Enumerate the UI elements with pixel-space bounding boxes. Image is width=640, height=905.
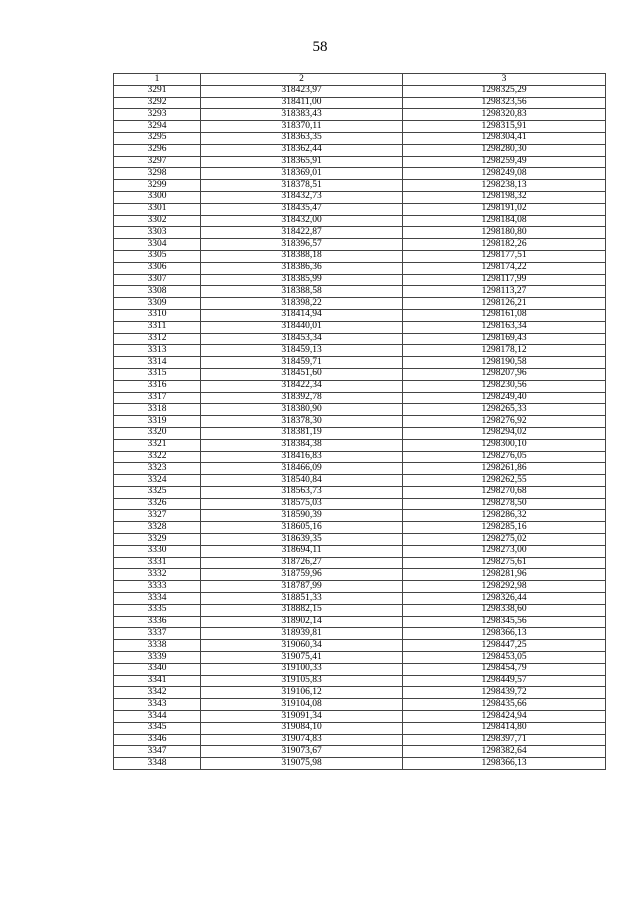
y-coordinate-cell: 1298280,30	[403, 144, 606, 156]
x-coordinate-cell: 318422,87	[201, 227, 403, 239]
x-coordinate-cell: 319105,83	[201, 675, 403, 687]
coordinates-table	[113, 73, 606, 770]
x-coordinate-cell: 319075,98	[201, 758, 403, 770]
x-coordinate-cell: 318411,00	[201, 97, 403, 109]
point-number-cell: 3321	[114, 439, 201, 451]
point-number-cell: 3331	[114, 557, 201, 569]
table-row	[114, 675, 606, 687]
table-row	[114, 132, 606, 144]
table-row	[114, 215, 606, 227]
point-number-cell: 3308	[114, 286, 201, 298]
y-coordinate-cell: 1298262,55	[403, 475, 606, 487]
x-coordinate-cell: 318384,38	[201, 439, 403, 451]
x-coordinate-cell: 318540,84	[201, 475, 403, 487]
table-row	[114, 711, 606, 723]
point-number-cell: 3342	[114, 687, 201, 699]
y-coordinate-cell: 1298249,40	[403, 392, 606, 404]
point-number-cell: 3300	[114, 191, 201, 203]
x-coordinate-cell: 318851,33	[201, 593, 403, 605]
point-number-cell: 3341	[114, 675, 201, 687]
table-row	[114, 475, 606, 487]
x-coordinate-cell: 318369,01	[201, 168, 403, 180]
table-row	[114, 239, 606, 251]
x-coordinate-cell: 318939,81	[201, 628, 403, 640]
table-row	[114, 380, 606, 392]
table-row	[114, 687, 606, 699]
point-number-cell: 3332	[114, 569, 201, 581]
y-coordinate-cell: 1298117,99	[403, 274, 606, 286]
point-number-cell: 3348	[114, 758, 201, 770]
table-row	[114, 451, 606, 463]
x-coordinate-cell: 318435,47	[201, 203, 403, 215]
table-row	[114, 663, 606, 675]
y-coordinate-cell: 1298180,80	[403, 227, 606, 239]
y-coordinate-cell: 1298261,86	[403, 463, 606, 475]
x-coordinate-cell: 318422,34	[201, 380, 403, 392]
x-coordinate-cell: 319106,12	[201, 687, 403, 699]
x-coordinate-cell: 318432,73	[201, 191, 403, 203]
y-coordinate-cell: 1298345,56	[403, 616, 606, 628]
y-coordinate-cell: 1298286,32	[403, 510, 606, 522]
point-number-cell: 3293	[114, 109, 201, 121]
point-number-cell: 3326	[114, 498, 201, 510]
y-coordinate-cell: 1298454,79	[403, 663, 606, 675]
y-coordinate-cell: 1298323,56	[403, 97, 606, 109]
point-number-cell: 3328	[114, 522, 201, 534]
table-row	[114, 534, 606, 546]
page-number: 58	[312, 39, 328, 55]
point-number-cell: 3346	[114, 734, 201, 746]
point-number-cell: 3337	[114, 628, 201, 640]
y-coordinate-cell: 1298207,96	[403, 368, 606, 380]
table-row	[114, 628, 606, 640]
y-coordinate-cell: 1298126,21	[403, 298, 606, 310]
x-coordinate-cell: 319100,33	[201, 663, 403, 675]
point-number-cell: 3301	[114, 203, 201, 215]
point-number-cell: 3333	[114, 581, 201, 593]
y-coordinate-cell: 1298292,98	[403, 581, 606, 593]
point-number-cell: 3298	[114, 168, 201, 180]
y-coordinate-cell: 1298320,83	[403, 109, 606, 121]
y-coordinate-cell: 1298275,02	[403, 534, 606, 546]
point-number-cell: 3296	[114, 144, 201, 156]
point-number-cell: 3304	[114, 239, 201, 251]
x-coordinate-cell: 318365,91	[201, 156, 403, 168]
x-coordinate-cell: 318759,96	[201, 569, 403, 581]
point-number-cell: 3329	[114, 534, 201, 546]
x-coordinate-cell: 318378,51	[201, 180, 403, 192]
table-row	[114, 652, 606, 664]
point-number-cell: 3338	[114, 640, 201, 652]
point-number-cell: 3309	[114, 298, 201, 310]
table-row	[114, 604, 606, 616]
point-number-cell: 3306	[114, 262, 201, 274]
column-header-1: 1	[114, 74, 201, 86]
x-coordinate-cell: 318363,35	[201, 132, 403, 144]
x-coordinate-cell: 318380,90	[201, 404, 403, 416]
y-coordinate-cell: 1298275,61	[403, 557, 606, 569]
table-row	[114, 357, 606, 369]
y-coordinate-cell: 1298453,05	[403, 652, 606, 664]
y-coordinate-cell: 1298285,16	[403, 522, 606, 534]
x-coordinate-cell: 318398,22	[201, 298, 403, 310]
y-coordinate-cell: 1298294,02	[403, 427, 606, 439]
table-row	[114, 722, 606, 734]
y-coordinate-cell: 1298198,32	[403, 191, 606, 203]
table-row	[114, 699, 606, 711]
y-coordinate-cell: 1298315,91	[403, 121, 606, 133]
y-coordinate-cell: 1298169,43	[403, 333, 606, 345]
point-number-cell: 3312	[114, 333, 201, 345]
x-coordinate-cell: 318386,36	[201, 262, 403, 274]
y-coordinate-cell: 1298249,08	[403, 168, 606, 180]
point-number-cell: 3303	[114, 227, 201, 239]
point-number-cell: 3310	[114, 309, 201, 321]
table-row	[114, 522, 606, 534]
y-coordinate-cell: 1298326,44	[403, 593, 606, 605]
point-number-cell: 3343	[114, 699, 201, 711]
y-coordinate-cell: 1298184,08	[403, 215, 606, 227]
x-coordinate-cell: 319091,34	[201, 711, 403, 723]
y-coordinate-cell: 1298276,92	[403, 416, 606, 428]
point-number-cell: 3345	[114, 722, 201, 734]
point-number-cell: 3316	[114, 380, 201, 392]
table-row	[114, 321, 606, 333]
table-row	[114, 97, 606, 109]
y-coordinate-cell: 1298382,64	[403, 746, 606, 758]
point-number-cell: 3307	[114, 274, 201, 286]
table-row	[114, 227, 606, 239]
point-number-cell: 3297	[114, 156, 201, 168]
table-row	[114, 345, 606, 357]
y-coordinate-cell: 1298191,02	[403, 203, 606, 215]
table-row	[114, 404, 606, 416]
table-row	[114, 168, 606, 180]
x-coordinate-cell: 319075,41	[201, 652, 403, 664]
y-coordinate-cell: 1298366,13	[403, 628, 606, 640]
x-coordinate-cell: 318605,16	[201, 522, 403, 534]
table-row	[114, 581, 606, 593]
x-coordinate-cell: 318639,35	[201, 534, 403, 546]
point-number-cell: 3319	[114, 416, 201, 428]
x-coordinate-cell: 318370,11	[201, 121, 403, 133]
point-number-cell: 3318	[114, 404, 201, 416]
table-row	[114, 121, 606, 133]
x-coordinate-cell: 318459,13	[201, 345, 403, 357]
y-coordinate-cell: 1298270,68	[403, 486, 606, 498]
point-number-cell: 3324	[114, 475, 201, 487]
table-row	[114, 569, 606, 581]
x-coordinate-cell: 318787,99	[201, 581, 403, 593]
y-coordinate-cell: 1298447,25	[403, 640, 606, 652]
point-number-cell: 3320	[114, 427, 201, 439]
x-coordinate-cell: 318902,14	[201, 616, 403, 628]
y-coordinate-cell: 1298174,22	[403, 262, 606, 274]
table-row	[114, 439, 606, 451]
table-row	[114, 593, 606, 605]
table-row	[114, 180, 606, 192]
x-coordinate-cell: 319060,34	[201, 640, 403, 652]
y-coordinate-cell: 1298177,51	[403, 250, 606, 262]
y-coordinate-cell: 1298273,00	[403, 545, 606, 557]
table-row	[114, 510, 606, 522]
header-row	[114, 74, 606, 86]
x-coordinate-cell: 318726,27	[201, 557, 403, 569]
point-number-cell: 3327	[114, 510, 201, 522]
x-coordinate-cell: 318396,57	[201, 239, 403, 251]
table-row	[114, 392, 606, 404]
table-row	[114, 746, 606, 758]
table-row	[114, 758, 606, 770]
x-coordinate-cell: 319104,08	[201, 699, 403, 711]
point-number-cell: 3305	[114, 250, 201, 262]
x-coordinate-cell: 319073,67	[201, 746, 403, 758]
y-coordinate-cell: 1298161,08	[403, 309, 606, 321]
table-row	[114, 463, 606, 475]
table-row	[114, 557, 606, 569]
y-coordinate-cell: 1298435,66	[403, 699, 606, 711]
table-body	[114, 85, 606, 769]
table-row	[114, 545, 606, 557]
column-header-3: 3	[403, 74, 606, 86]
point-number-cell: 3335	[114, 604, 201, 616]
point-number-cell: 3314	[114, 357, 201, 369]
x-coordinate-cell: 318423,97	[201, 85, 403, 97]
point-number-cell: 3323	[114, 463, 201, 475]
point-number-cell: 3317	[114, 392, 201, 404]
point-number-cell: 3336	[114, 616, 201, 628]
y-coordinate-cell: 1298424,94	[403, 711, 606, 723]
x-coordinate-cell: 318388,18	[201, 250, 403, 262]
x-coordinate-cell: 318590,39	[201, 510, 403, 522]
point-number-cell: 3322	[114, 451, 201, 463]
y-coordinate-cell: 1298414,80	[403, 722, 606, 734]
x-coordinate-cell: 318453,34	[201, 333, 403, 345]
table-row	[114, 427, 606, 439]
table-row	[114, 498, 606, 510]
y-coordinate-cell: 1298113,27	[403, 286, 606, 298]
x-coordinate-cell: 318381,19	[201, 427, 403, 439]
point-number-cell: 3302	[114, 215, 201, 227]
point-number-cell: 3334	[114, 593, 201, 605]
table-row	[114, 262, 606, 274]
x-coordinate-cell: 318451,60	[201, 368, 403, 380]
x-coordinate-cell: 318392,78	[201, 392, 403, 404]
table-header	[114, 74, 606, 86]
table-row	[114, 85, 606, 97]
y-coordinate-cell: 1298182,26	[403, 239, 606, 251]
point-number-cell: 3292	[114, 97, 201, 109]
y-coordinate-cell: 1298439,72	[403, 687, 606, 699]
x-coordinate-cell: 318440,01	[201, 321, 403, 333]
x-coordinate-cell: 318694,11	[201, 545, 403, 557]
x-coordinate-cell: 318575,03	[201, 498, 403, 510]
table-row	[114, 486, 606, 498]
x-coordinate-cell: 318388,58	[201, 286, 403, 298]
y-coordinate-cell: 1298278,50	[403, 498, 606, 510]
table-row	[114, 286, 606, 298]
x-coordinate-cell: 318383,43	[201, 109, 403, 121]
table-row	[114, 250, 606, 262]
point-number-cell: 3295	[114, 132, 201, 144]
y-coordinate-cell: 1298338,60	[403, 604, 606, 616]
point-number-cell: 3294	[114, 121, 201, 133]
y-coordinate-cell: 1298163,34	[403, 321, 606, 333]
y-coordinate-cell: 1298325,29	[403, 85, 606, 97]
y-coordinate-cell: 1298449,57	[403, 675, 606, 687]
y-coordinate-cell: 1298265,33	[403, 404, 606, 416]
x-coordinate-cell: 318563,73	[201, 486, 403, 498]
y-coordinate-cell: 1298304,41	[403, 132, 606, 144]
x-coordinate-cell: 318416,83	[201, 451, 403, 463]
y-coordinate-cell: 1298281,96	[403, 569, 606, 581]
table-row	[114, 156, 606, 168]
table-row	[114, 203, 606, 215]
table-row	[114, 368, 606, 380]
y-coordinate-cell: 1298276,05	[403, 451, 606, 463]
point-number-cell: 3330	[114, 545, 201, 557]
point-number-cell: 3344	[114, 711, 201, 723]
table-row	[114, 298, 606, 310]
y-coordinate-cell: 1298230,56	[403, 380, 606, 392]
x-coordinate-cell: 318882,15	[201, 604, 403, 616]
y-coordinate-cell: 1298397,71	[403, 734, 606, 746]
x-coordinate-cell: 318466,09	[201, 463, 403, 475]
x-coordinate-cell: 318385,99	[201, 274, 403, 286]
table-row	[114, 640, 606, 652]
x-coordinate-cell: 318362,44	[201, 144, 403, 156]
x-coordinate-cell: 318414,94	[201, 309, 403, 321]
y-coordinate-cell: 1298190,58	[403, 357, 606, 369]
table-row	[114, 191, 606, 203]
table-row	[114, 734, 606, 746]
x-coordinate-cell: 319084,10	[201, 722, 403, 734]
x-coordinate-cell: 318378,30	[201, 416, 403, 428]
point-number-cell: 3291	[114, 85, 201, 97]
point-number-cell: 3299	[114, 180, 201, 192]
table-row	[114, 309, 606, 321]
table-row	[114, 144, 606, 156]
point-number-cell: 3313	[114, 345, 201, 357]
point-number-cell: 3311	[114, 321, 201, 333]
point-number-cell: 3339	[114, 652, 201, 664]
x-coordinate-cell: 318432,00	[201, 215, 403, 227]
x-coordinate-cell: 318459,71	[201, 357, 403, 369]
table-row	[114, 109, 606, 121]
table-row	[114, 416, 606, 428]
x-coordinate-cell: 319074,83	[201, 734, 403, 746]
point-number-cell: 3340	[114, 663, 201, 675]
table-row	[114, 274, 606, 286]
column-header-2: 2	[201, 74, 403, 86]
point-number-cell: 3347	[114, 746, 201, 758]
point-number-cell: 3315	[114, 368, 201, 380]
y-coordinate-cell: 1298178,12	[403, 345, 606, 357]
y-coordinate-cell: 1298366,13	[403, 758, 606, 770]
table-row	[114, 333, 606, 345]
point-number-cell: 3325	[114, 486, 201, 498]
table-row	[114, 616, 606, 628]
y-coordinate-cell: 1298300,10	[403, 439, 606, 451]
y-coordinate-cell: 1298238,13	[403, 180, 606, 192]
y-coordinate-cell: 1298259,49	[403, 156, 606, 168]
